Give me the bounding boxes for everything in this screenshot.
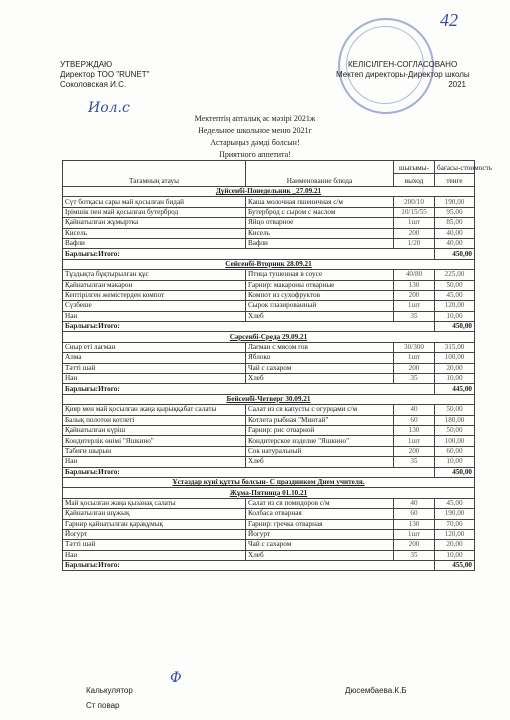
table-row — [63, 405, 475, 415]
dish-name-kz: Тәтті шәй — [63, 540, 246, 550]
table-row — [63, 436, 475, 446]
approve-title: УТВЕРЖДАЮ — [60, 60, 113, 69]
day-row — [63, 187, 475, 197]
day-title: Жұма-Пятница 01.10.21 — [63, 488, 475, 498]
dish-name-kz: Сүзбеше — [63, 301, 246, 311]
dish-name-kz: Сиыр еті лағман — [63, 342, 246, 352]
dish-yield: 35 — [394, 374, 435, 384]
dish-yield: 1шт — [394, 353, 435, 363]
dish-name-ru: Хлеб — [246, 457, 394, 467]
dish-yield: 10/15/55 — [394, 207, 435, 217]
dish-yield: 130 — [394, 425, 435, 435]
dish-name-ru: Птица тушенная в соусе — [246, 270, 394, 280]
table-row — [63, 529, 475, 539]
table-row — [63, 311, 475, 321]
dish-name-kz: Балық полотон котлеті — [63, 415, 246, 425]
dish-yield: 130 — [394, 519, 435, 529]
table-row — [63, 457, 475, 467]
page-headings — [0, 113, 510, 161]
dish-price: 10,00 — [435, 374, 475, 384]
dish-name-kz: Нан — [63, 374, 246, 384]
dish-price: 45,00 — [435, 290, 475, 300]
dish-price: 50,00 — [435, 280, 475, 290]
dish-price: 50,00 — [435, 425, 475, 435]
dish-name-kz: Тәтті шәй — [63, 363, 246, 373]
dish-price: 40,00 — [435, 238, 475, 248]
dish-name-kz: Табиғи шырын — [63, 446, 246, 456]
total-label: Барлығы:Итого: — [63, 322, 435, 332]
total-value: 455,00 — [435, 561, 475, 571]
table-row — [63, 425, 475, 435]
total-value: 450,00 — [435, 249, 475, 259]
dish-price: 190,00 — [435, 509, 475, 519]
dish-yield: 1шт — [394, 436, 435, 446]
dish-yield: 40 — [394, 498, 435, 508]
table-row — [63, 197, 475, 207]
dish-price: 70,00 — [435, 519, 475, 529]
dish-name-ru: Сырок глазированный — [246, 301, 394, 311]
dish-yield: 200 — [394, 363, 435, 373]
dish-name-ru: Хлеб — [246, 311, 394, 321]
dish-yield: 1шт — [394, 301, 435, 311]
dish-name-kz: Нан — [63, 457, 246, 467]
dish-price: 40,00 — [435, 228, 475, 238]
menu-table — [62, 160, 493, 571]
dish-name-ru: Кондитерское изделие "Яшкино" — [246, 436, 394, 446]
header-dish-kz: Тағамның атауы — [63, 161, 246, 187]
header-dish-ru: Наименование блюда — [246, 161, 394, 187]
dish-name-kz: Нан — [63, 550, 246, 560]
dish-price: 180,00 — [435, 415, 475, 425]
dish-price: 45,00 — [435, 498, 475, 508]
dish-name-ru: Лагман с мясом гов — [246, 342, 394, 352]
total-row — [63, 249, 475, 259]
dish-name-kz: Қияр мен май қосылған жаңа қырыққабат салаты — [63, 405, 246, 415]
table-header-top — [63, 161, 475, 174]
heading-kz: Мектептің апталық ас мәзірі 2021ж — [194, 114, 316, 123]
table-row — [63, 509, 475, 519]
dish-price: 20,00 — [435, 363, 475, 373]
dish-name-ru: Котлета рыбная "Минтай" — [246, 415, 394, 425]
day-row — [63, 332, 475, 342]
heading-ru: Недельное школьное меню 2021г — [198, 126, 312, 135]
dish-yield: 60 — [394, 509, 435, 519]
director-signature: Иол.с — [88, 100, 130, 116]
agree-title: КЕЛІСІЛГЕН-СОГЛАСОВАНО — [348, 60, 458, 69]
header-price-kz: бағасы-стоимость — [435, 161, 475, 174]
dish-name-kz: Қайнатылған күріш — [63, 425, 246, 435]
dish-name-ru: Чай с сахаром — [246, 363, 394, 373]
cook-label: Ст повар — [86, 701, 120, 710]
dish-price: 225,00 — [435, 270, 475, 280]
dish-name-kz: Кисель — [63, 228, 246, 238]
table-row — [63, 374, 475, 384]
page-number: 42 — [440, 10, 458, 30]
header-price-ru: тенге — [435, 174, 475, 187]
dish-yield: 200 — [394, 290, 435, 300]
total-value: 450,00 — [435, 467, 475, 477]
dish-name-ru: Яйцо отварное — [246, 218, 394, 228]
dish-name-ru: Чай с сахаром — [246, 540, 394, 550]
calc-label: Калькулятор — [86, 686, 133, 695]
total-value: 450,00 — [435, 322, 475, 332]
dish-name-kz: Сүт ботқасы сары май қосылған бидай — [63, 197, 246, 207]
agree-block — [336, 60, 470, 90]
dish-name-kz: Гарнир қайнатылған қарақұмық — [63, 519, 246, 529]
dish-yield: 200 — [394, 540, 435, 550]
day-title: Сейсенбі-Вторник 28.09.21 — [63, 259, 475, 269]
dish-name-kz: Йогурт — [63, 529, 246, 539]
dish-name-ru: Гарнир: макароны отварные — [246, 280, 394, 290]
total-label: Барлығы:Итого: — [63, 561, 435, 571]
table-row — [63, 415, 475, 425]
header-yield-ru: выход — [394, 174, 435, 187]
dish-yield: 60 — [394, 415, 435, 425]
dish-name-ru: Сок натуральный — [246, 446, 394, 456]
dish-name-kz: Нан — [63, 311, 246, 321]
agree-role: Мектеп директоры-Директор школы — [336, 70, 470, 79]
total-row — [63, 467, 475, 477]
dish-name-ru: Вафли — [246, 238, 394, 248]
greeting-kz: Астарыңыз дәмді болсын! — [210, 138, 300, 147]
dish-yield: 40 — [394, 405, 435, 415]
table-row — [63, 363, 475, 373]
dish-price: 315,00 — [435, 342, 475, 352]
dish-price: 20,00 — [435, 540, 475, 550]
holiday-row — [63, 477, 475, 487]
day-title: Дүйсенбі-Понедельник _27.09.21 — [63, 187, 475, 197]
dish-name-kz: Қайнатылған макарон — [63, 280, 246, 290]
table-row — [63, 519, 475, 529]
dish-price: 120,00 — [435, 529, 475, 539]
total-value: 445,00 — [435, 384, 475, 394]
table-row — [63, 540, 475, 550]
dish-price: 100,00 — [435, 353, 475, 363]
dish-name-ru: Колбаса отварная — [246, 509, 394, 519]
dish-name-kz: Алма — [63, 353, 246, 363]
dish-name-kz: Қайнатылған шұжық — [63, 509, 246, 519]
dish-name-ru: Гарнир: рис отварной — [246, 425, 394, 435]
dish-name-ru: Хлеб — [246, 550, 394, 560]
dish-price: 60,00 — [435, 446, 475, 456]
total-row — [63, 322, 475, 332]
greeting-ru: Приятного аппетита! — [219, 150, 291, 159]
total-row — [63, 561, 475, 571]
total-label: Барлығы:Итого: — [63, 384, 435, 394]
dish-name-kz: Ірімшік пен май қосылған бутерброд — [63, 207, 246, 217]
dish-name-ru: Хлеб — [246, 374, 394, 384]
dish-price: 190,00 — [435, 197, 475, 207]
dish-name-ru: Йогурт — [246, 529, 394, 539]
dish-name-kz: Вафли — [63, 238, 246, 248]
dish-yield: 35 — [394, 457, 435, 467]
agree-year: 2021 — [448, 80, 466, 89]
dish-name-ru: Компот из сухофруктов — [246, 290, 394, 300]
day-title: Бейсенбі-Четверг 30.09.21 — [63, 394, 475, 404]
total-label: Барлығы:Итого: — [63, 467, 435, 477]
dish-yield: 1/20 — [394, 238, 435, 248]
dish-price: 95,00 — [435, 207, 475, 217]
dish-price: 10,00 — [435, 550, 475, 560]
dish-price: 120,00 — [435, 301, 475, 311]
dish-price: 100,00 — [435, 436, 475, 446]
header-yield-kz: шығымы- — [394, 161, 435, 174]
dish-name-ru: Каша молочная пшеничная с/м — [246, 197, 394, 207]
dish-yield: 200 — [394, 228, 435, 238]
dish-price: 10,00 — [435, 311, 475, 321]
dish-yield: 1шт — [394, 218, 435, 228]
dish-name-kz: Кондитерлік өнімі "Яшкино" — [63, 436, 246, 446]
dish-name-kz: Қайнатылған жұмыртка — [63, 218, 246, 228]
table-row — [63, 280, 475, 290]
table-row — [63, 218, 475, 228]
day-row — [63, 259, 475, 269]
table-row — [63, 498, 475, 508]
day-title: Сәрсенбі-Среда 29.09.21 — [63, 332, 475, 342]
dish-yield: 40/80 — [394, 270, 435, 280]
holiday-title: Ұстаздар күні құтты болсын- С праздником Днем учителя. — [63, 477, 475, 487]
calc-signature: Ф — [170, 670, 182, 686]
total-row — [63, 384, 475, 394]
dish-yield: 1шт — [394, 529, 435, 539]
dish-name-ru: Гарнир: гречка отварная — [246, 519, 394, 529]
dish-name-ru: Кисель — [246, 228, 394, 238]
dish-name-ru: Салат из св капусты с огурцами с/м — [246, 405, 394, 415]
table-row — [63, 342, 475, 352]
day-row — [63, 394, 475, 404]
signer-name: Дюсембаева.К.Б — [345, 686, 407, 695]
dish-yield: 130 — [394, 280, 435, 290]
table-row — [63, 446, 475, 456]
dish-name-kz: Кептірілген жемістерден компот — [63, 290, 246, 300]
dish-name-ru: Бутерброд с сыром с маслом — [246, 207, 394, 217]
dish-name-kz: Май қосылған жаңа қызанақ салаты — [63, 498, 246, 508]
table-row — [63, 238, 475, 248]
table-row — [63, 353, 475, 363]
table-row — [63, 270, 475, 280]
table-row — [63, 228, 475, 238]
table-row — [63, 301, 475, 311]
dish-name-ru: Салат из св помидоров с/м — [246, 498, 394, 508]
dish-yield: 35 — [394, 550, 435, 560]
total-label: Барлығы:Итого: — [63, 249, 435, 259]
approve-name: Соколовская И.С. — [60, 80, 127, 89]
menu-body — [63, 187, 475, 571]
dish-price: 50,00 — [435, 405, 475, 415]
dish-price: 10,00 — [435, 457, 475, 467]
table-row — [63, 550, 475, 560]
table-row — [63, 290, 475, 300]
dish-name-kz: Тұздықта бұқтырылған құс — [63, 270, 246, 280]
approve-block — [60, 60, 150, 90]
dish-yield: 30/300 — [394, 342, 435, 352]
dish-name-ru: Яблоко — [246, 353, 394, 363]
approve-director: Директор ТОО "RUNET" — [60, 70, 150, 79]
dish-price: 85,00 — [435, 218, 475, 228]
dish-yield: 200/10 — [394, 197, 435, 207]
table-row — [63, 207, 475, 217]
day-row — [63, 488, 475, 498]
dish-yield: 200 — [394, 446, 435, 456]
dish-yield: 35 — [394, 311, 435, 321]
